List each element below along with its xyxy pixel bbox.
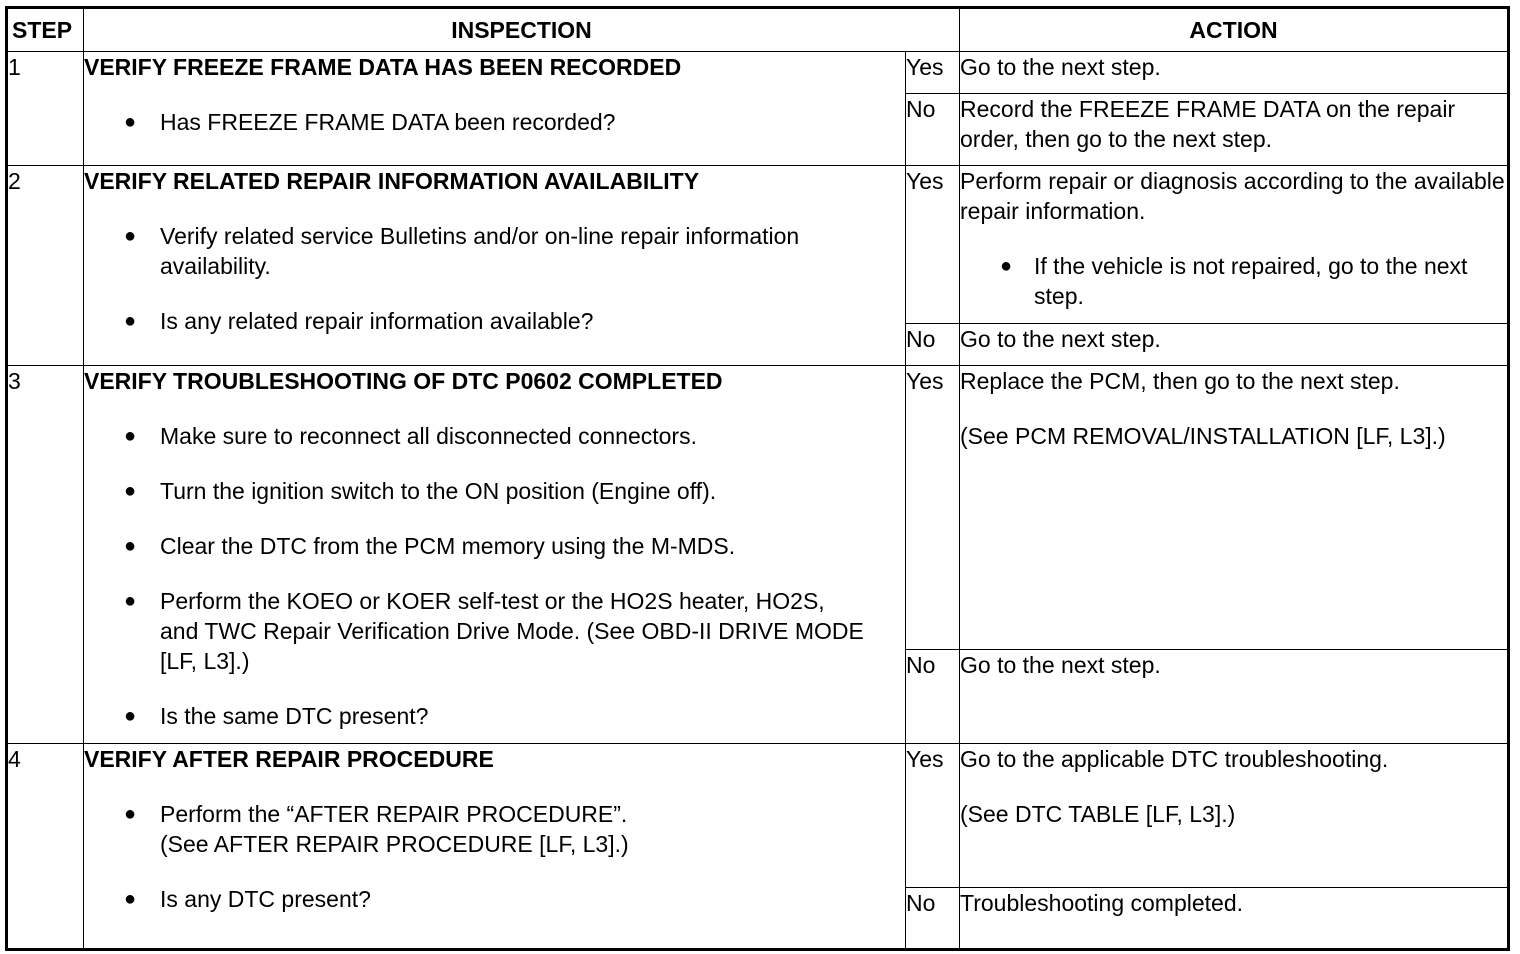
inspection-title: VERIFY AFTER REPAIR PROCEDURE [84,746,494,772]
no-label: No [906,650,960,744]
no-label: No [906,888,960,950]
step-number: 4 [7,744,84,950]
header-action: ACTION [960,8,1509,52]
action-text: Go to the next step. [960,54,1161,80]
inspection-item: ● Has FREEZE FRAME DATA been recorded? [84,107,905,137]
inspection-item: ● Is the same DTC present? [84,701,905,731]
inspection-cell [84,52,906,166]
yes-label: Yes [906,744,960,888]
action-text: Replace the PCM, then go to the next step. [960,368,1400,394]
inspection-item: ● Perform the “AFTER REPAIR PROCEDURE”. [84,799,905,829]
inspection-item: ● Is any related repair information available? [84,306,905,336]
action-subitem: ● If the vehicle is not repaired, go to the next step. [960,251,1507,311]
table-row [7,744,1509,888]
inspection-item: ● Make sure to reconnect all disconnected connectors. [84,421,905,451]
inspection-item: ● Clear the DTC from the PCM memory using the M-MDS. [84,531,905,561]
inspection-item: ● Verify related service Bulletins and/or on-line repair information availability. [84,221,905,281]
step-number: 3 [7,366,84,744]
action-text: Troubleshooting completed. [960,890,1244,916]
step-number: 1 [7,52,84,166]
diagnostic-table [5,6,1510,951]
inspection-title: VERIFY RELATED REPAIR INFORMATION AVAILABILITY [84,168,700,194]
inspection-item: ● Is any DTC present? [84,884,905,914]
table-row [7,52,1509,94]
inspection-note: (See AFTER REPAIR PROCEDURE [LF, L3].) [160,831,629,857]
action-reference: (See DTC TABLE [LF, L3].) [960,801,1236,827]
inspection-title: VERIFY FREEZE FRAME DATA HAS BEEN RECORDED [84,54,682,80]
action-reference: (See PCM REMOVAL/INSTALLATION [LF, L3].) [960,423,1446,449]
inspection-list [84,421,905,731]
inspection-item: ● Turn the ignition switch to the ON position (Engine off). [84,476,905,506]
yes-action [960,166,1509,324]
inspection-list [84,884,905,914]
yes-label: Yes [906,52,960,94]
yes-action [960,744,1509,888]
action-text: Perform repair or diagnosis according to the available repair information. [960,168,1505,224]
action-text: Go to the next step. [960,652,1161,678]
inspection-list [84,107,905,137]
table-row [7,366,1509,650]
action-text: Go to the next step. [960,326,1161,352]
yes-action [960,52,1509,94]
no-label: No [906,94,960,166]
header-inspection: INSPECTION [84,8,960,52]
inspection-cell [84,166,906,366]
yes-label: Yes [906,166,960,324]
action-text: Record the FREEZE FRAME DATA on the repair order, then go to the next step. [960,96,1456,152]
inspection-cell [84,744,906,950]
no-action [960,94,1509,166]
inspection-cell [84,366,906,744]
no-action [960,324,1509,366]
no-action [960,650,1509,744]
action-text: Go to the applicable DTC troubleshooting. [960,746,1389,772]
inspection-list [84,221,905,336]
inspection-list [84,799,905,829]
step-number: 2 [7,166,84,366]
inspection-item: ● Perform the KOEO or KOER self-test or the HO2S heater, HO2S, and TWC Repair Verification Drive Mode. (See OBD-II DRIVE MODE [LF, L3].) [84,586,905,676]
no-label: No [906,324,960,366]
yes-action [960,366,1509,650]
header-step: STEP [7,8,84,52]
no-action [960,888,1509,950]
header-row [7,8,1509,52]
table-row [7,166,1509,324]
inspection-title: VERIFY TROUBLESHOOTING OF DTC P0602 COMPLETED [84,368,723,394]
yes-label: Yes [906,366,960,650]
